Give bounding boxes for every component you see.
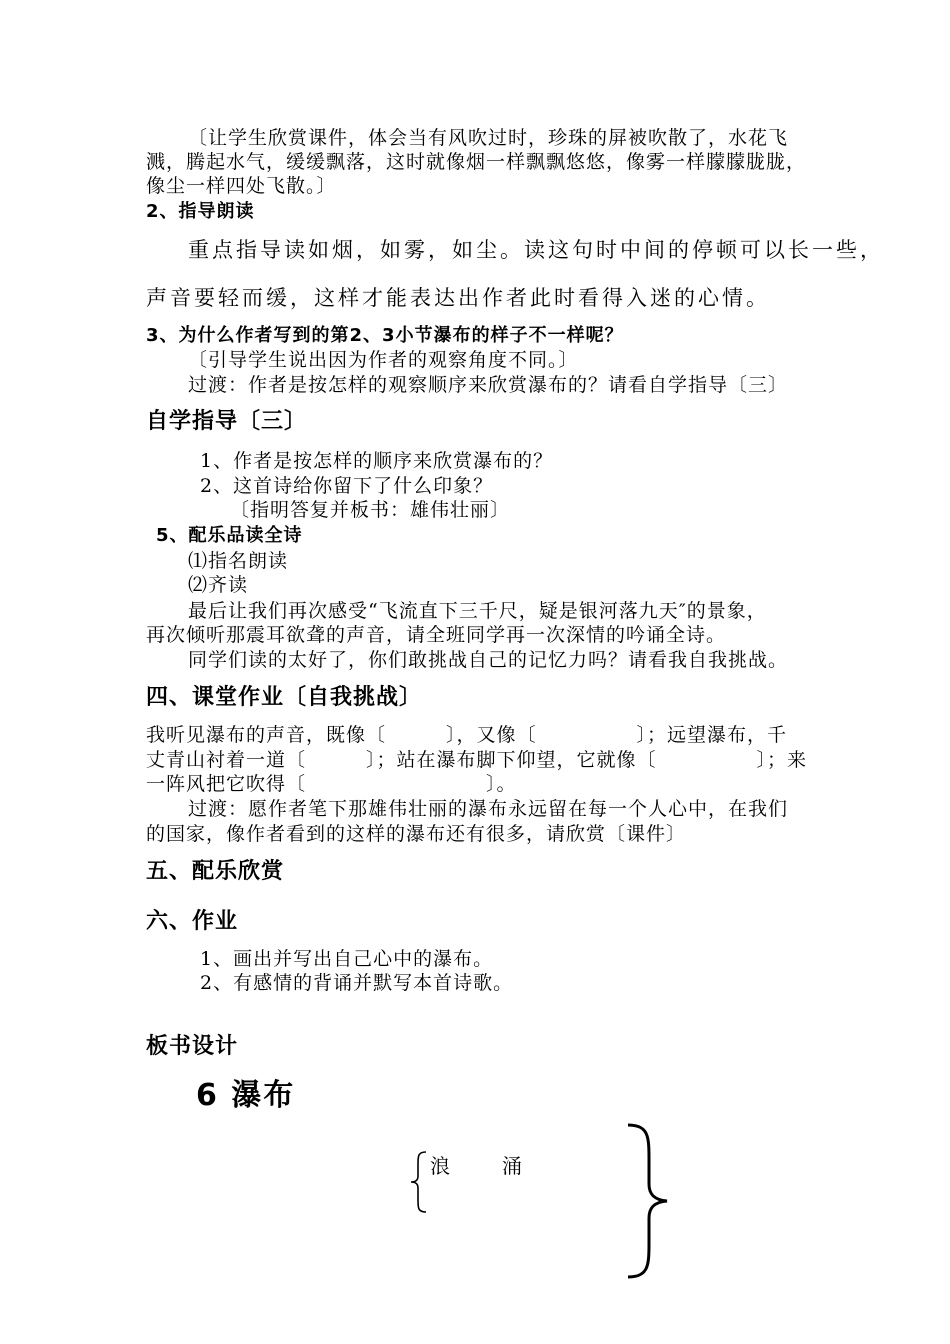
heading-music-reading: 5、配乐品读全诗 bbox=[156, 525, 303, 546]
heading-self-study: 自学指导〔三〕 bbox=[146, 409, 308, 434]
homework-item-1: 1、画出并写出自己心中的瀑布。 bbox=[200, 948, 494, 970]
challenge-line-1: 我听见瀑布的声音，既像〔 〕，又像〔 〕；远望瀑布，千 bbox=[146, 724, 788, 746]
challenge-line-2: 丈青山衬着一道〔 〕；站在瀑布脚下仰望，它就像〔 〕；来 bbox=[146, 749, 808, 771]
board-word-1: 浪 bbox=[430, 1154, 451, 1178]
p5-line-3: 同学们读的太好了，你们敢挑战自己的记忆力吗？请看我自我挑战。 bbox=[188, 649, 789, 671]
right-brace-icon bbox=[622, 1122, 672, 1280]
p3-line-1: 〔引导学生说出因为作者的观察角度不同。〕 bbox=[188, 349, 579, 371]
board-word-2: 涌 bbox=[502, 1154, 523, 1178]
p5-line-2: 再次倾听那震耳欲聋的声音，请全班同学再一次深情的吟诵全诗。 bbox=[146, 624, 727, 646]
p3-line-2: 过渡：作者是按怎样的观察顺序来欣赏瀑布的？请看自学指导〔三〕 bbox=[188, 374, 789, 396]
reading-item-2: ⑵齐读 bbox=[188, 574, 249, 596]
p5-line-1: 最后让我们再次感受“飞流直下三千尺，疑是银河落九天″的景象， bbox=[188, 600, 767, 622]
self-study-item-2: 2、这首诗给你留下了什么印象？ bbox=[200, 475, 494, 497]
self-study-item-1: 1、作者是按怎样的顺序来欣赏瀑布的？ bbox=[200, 450, 554, 472]
heading-guide-reading: 2、指导朗读 bbox=[146, 201, 255, 222]
challenge-line-3: 一阵风把它吹得〔 〕。 bbox=[146, 773, 517, 795]
reading-item-1: ⑴指名朗读 bbox=[188, 550, 289, 572]
board-title: 6 瀑布 bbox=[196, 1078, 296, 1113]
heading-board-design: 板书设计 bbox=[146, 1034, 239, 1059]
p1-line-2: 溅，腾起水气，缓缓飘落，这时就像烟一样飘飘悠悠，像雾一样朦朦胧胧， bbox=[146, 151, 807, 173]
p2-line-1: 重点指导读如烟，如雾，如尘。读这句时中间的停顿可以长一些， bbox=[188, 238, 884, 262]
left-brace-icon bbox=[408, 1150, 430, 1214]
heading-music-appreciation: 五、配乐欣赏 bbox=[146, 859, 285, 884]
heading-classwork: 四、课堂作业〔自我挑战〕 bbox=[146, 685, 423, 710]
homework-item-2: 2、有感情的背诵并默写本首诗歌。 bbox=[200, 972, 514, 994]
p2-line-2: 声音要轻而缓，这样才能表达出作者此时看得入迷的心情。 bbox=[146, 286, 770, 310]
p1-line-3: 像尘一样四处飞散。〕 bbox=[146, 175, 337, 197]
transition-line-1: 过渡：愿作者笔下那雄伟壮丽的瀑布永远留在每一个人心中，在我们 bbox=[188, 798, 789, 820]
self-study-item-3: 〔指明答复并板书：雄伟壮丽〕 bbox=[230, 499, 511, 521]
heading-homework: 六、作业 bbox=[146, 909, 239, 934]
heading-question-3: 3、为什么作者写到的第2、3小节瀑布的样子不一样呢？ bbox=[146, 325, 624, 346]
transition-line-2: 的国家，像作者看到的这样的瀑布还有很多，请欣赏〔课件〕 bbox=[146, 823, 687, 845]
p1-line-1: 〔让学生欣赏课件，体会当有风吹过时，珍珠的屏被吹散了，水花飞 bbox=[188, 127, 789, 149]
